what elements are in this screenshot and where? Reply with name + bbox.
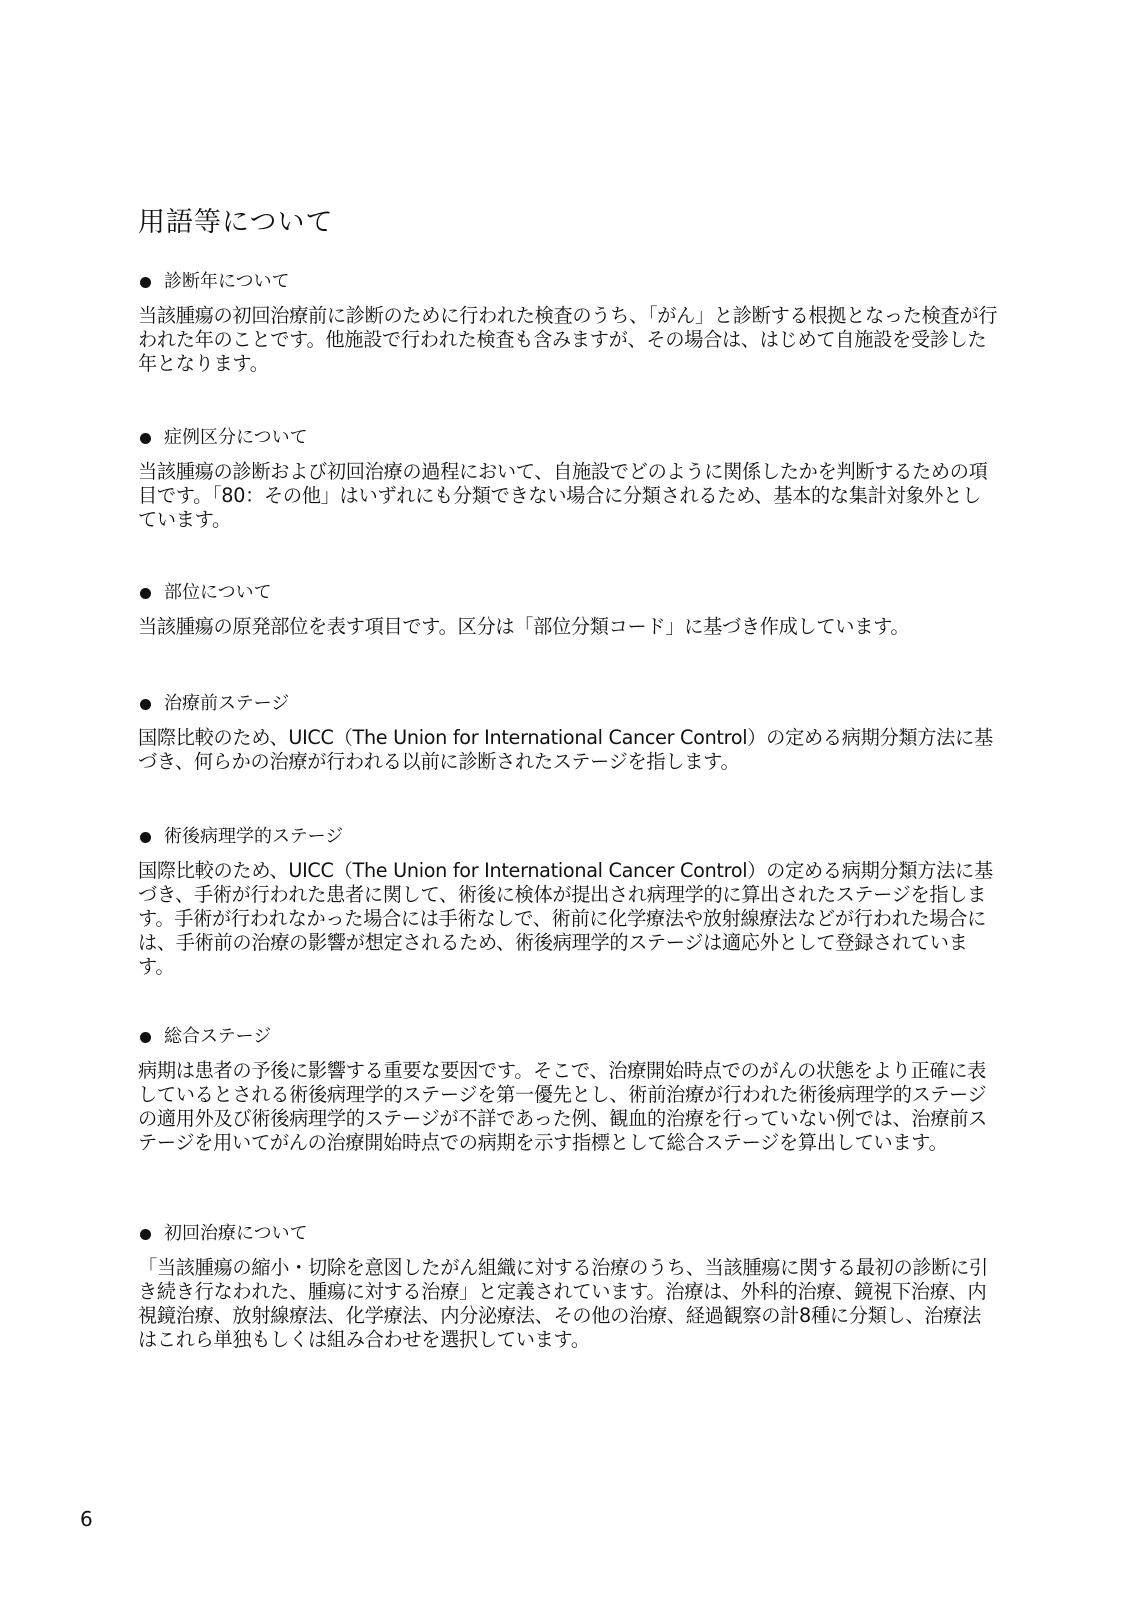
section-heading <box>138 825 998 849</box>
section-heading <box>138 581 998 605</box>
section-heading <box>138 1222 998 1246</box>
section-site <box>138 581 998 639</box>
bullet-icon <box>140 832 151 843</box>
section-heading-label: 初回治療について <box>164 1223 308 1244</box>
section-pretreatment-stage <box>138 692 998 774</box>
section-diagnosis-year <box>138 270 998 376</box>
bullet-icon <box>140 1032 151 1043</box>
section-heading <box>138 1025 998 1049</box>
section-body: 当該腫瘍の診断および初回治療の過程において、自施設でどのように関係したかを判断するための項目です。「80：その他」はいずれにも分類できない場合に分類されるため、基本的な集計対象外としています。 <box>138 460 988 531</box>
bullet-icon <box>140 588 151 599</box>
section-case-category <box>138 426 998 532</box>
section-body: 病期は患者の予後に影響する重要な要因です。そこで、治療開始時点でのがんの状態をより正確に表しているとされる術後病理学的ステージを第一優先とし、術前治療が行われた術後病理学的ステージの適用外及び術後病理学的ステージが不詳であった例、観血的治療を行っていない例では、治療前ステージを用いてがんの治療開始時点での病期を示す指標として総合ステージを算出しています。 <box>138 1059 987 1154</box>
section-heading <box>138 692 998 716</box>
section-heading-label: 治療前ステージ <box>164 693 290 714</box>
bullet-icon <box>140 699 151 710</box>
section-initial-treatment <box>138 1222 998 1352</box>
section-heading <box>138 426 998 450</box>
section-heading-label: 総合ステージ <box>164 1026 272 1047</box>
page-title: 用語等について <box>138 207 334 238</box>
section-body: 「当該腫瘍の縮小・切除を意図したがん組織に対する治療のうち、当該腫瘍に関する最初の診断に引き続き行なわれた、腫瘍に対する治療」と定義されています。治療は、外科的治療、鏡視下治療、内視鏡治療、放射線療法、化学療法、内分泌療法、その他の治療、経過観察の計8種に分類し、治療法はこれら単独もしくは組み合わせを選択しています。 <box>138 1256 988 1351</box>
section-heading-label: 術後病理学的ステージ <box>164 826 344 847</box>
section-body: 国際比較のため、UICC（The Union for International Cancer Control）の定める病期分類方法に基づき、手術が行われた患者に関して、術後に検体が提出され病理学的に算出されたステージを指します。手術が行われなかった場合には手術なしで、術前に化学療法や放射線療法などが行われた場合には、手術前の治療の影響が想定されるため、術後病理学的ステージは適応外として登録されています。 <box>138 859 993 978</box>
section-pathological-stage <box>138 825 998 979</box>
bullet-icon <box>140 277 151 288</box>
section-heading-label: 症例区分について <box>164 427 308 448</box>
section-heading-label: 部位について <box>164 582 272 603</box>
section-body: 国際比較のため、UICC（The Union for International Cancer Control）の定める病期分類方法に基づき、何らかの治療が行われる以前に診断されたステージを指します。 <box>138 726 993 773</box>
section-heading-label: 診断年について <box>164 271 290 292</box>
bullet-icon <box>140 1229 151 1240</box>
section-body: 当該腫瘍の原発部位を表す項目です。区分は「部位分類コード」に基づき作成しています。 <box>138 615 910 638</box>
section-heading <box>138 270 998 294</box>
page-number: 6 <box>80 1507 93 1531</box>
bullet-icon <box>140 433 151 444</box>
section-overall-stage <box>138 1025 998 1155</box>
section-body: 当該腫瘍の初回治療前に診断のために行われた検査のうち、「がん」と診断する根拠となった検査が行われた年のことです。他施設で行われた検査も含みますが、その場合は、はじめて自施設を受診した年となります。 <box>138 304 998 375</box>
